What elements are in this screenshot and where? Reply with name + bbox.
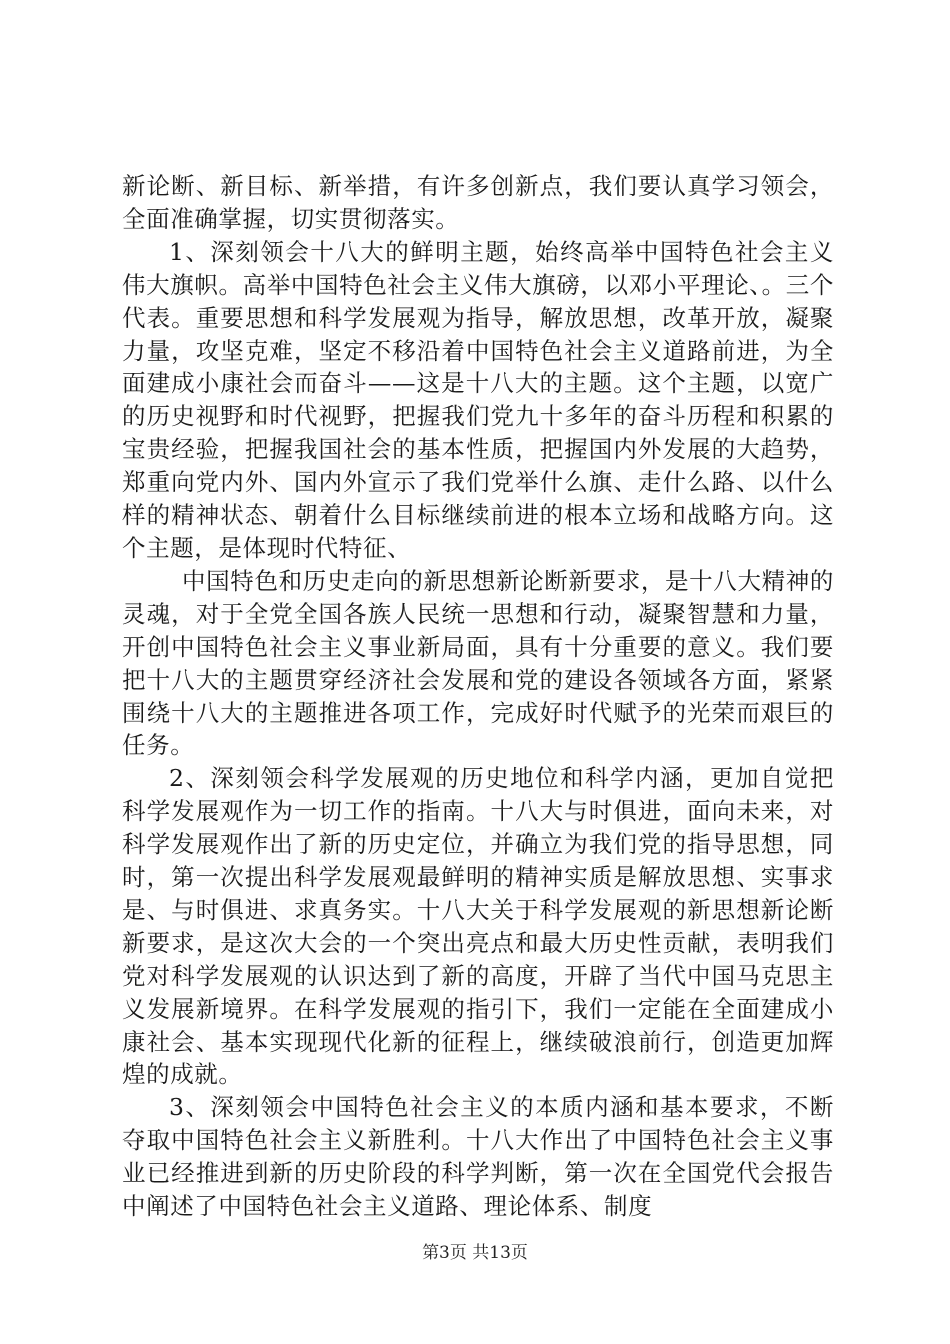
- paragraph-continuation: 新论断、新目标、新举措，有许多创新点，我们要认真学习领会，全面准确掌握，切实贯彻落实。: [122, 172, 834, 233]
- document-body: [122, 170, 834, 1223]
- page-number-footer: 第3页 共13页: [422, 1243, 528, 1263]
- paragraph-point-1: 1、深刻领会十八大的鲜明主题，始终高举中国特色社会主义伟大旗帜。高举中国特色社会主义伟大旗磅，以邓小平理论、。三个代表。重要思想和科学发展观为指导，解放思想，改革开放，凝聚力量，攻坚克难，坚定不移沿着中国特色社会主义道路前进，为全面建成小康社会而奋斗——这是十八大的主题。这个主题，以宽广的历史视野和时代视野，把握我们党九十多年的奋斗历程和积累的宝贵经验，把握我国社会的基本性质，把握国内外发展的大趋势，郑重向党内外、国内外宣示了我们党举什么旗、走什么路、以什么样的精神状态、朝着什么目标继续前进的根本立场和战略方向。这个主题，是体现时代特征、: [122, 237, 834, 562]
- paragraph-point-3: 3、深刻领会中国特色社会主义的本质内涵和基本要求，不断夺取中国特色社会主义新胜利。十八大作出了中国特色社会主义事业已经推进到新的历史阶段的科学判断，第一次在全国党代会报告中阐述了中国特色社会主义道路、理论体系、制度: [122, 1093, 834, 1221]
- paragraph-point-2: 2、深刻领会科学发展观的历史地位和科学内涵，更加自觉把科学发展观作为一切工作的指南。十八大与时俱进，面向未来，对科学发展观作出了新的历史定位，并确立为我们党的指导思想，同时，第一次提出科学发展观最鲜明的精神实质是解放思想、实事求是、与时俱进、求真务实。十八大关于科学发展观的新思想新论断新要求，是这次大会的一个突出亮点和最大历史性贡献，表明我们党对科学发展观的认识达到了新的高度，开辟了当代中国马克思主义发展新境界。在科学发展观的指引下，我们一定能在全面建成小康社会、基本实现现代化新的征程上，继续破浪前行，创造更加辉煌的成就。: [122, 764, 834, 1089]
- paragraph-point-1-continued: 中国特色和历史走向的新思想新论断新要求，是十八大精神的灵魂，对于全党全国各族人民统一思想和行动，凝聚智慧和力量，开创中国特色社会主义事业新局面，具有十分重要的意义。我们要把十八大的主题贯穿经济社会发展和党的建设各领域各方面，紧紧围绕十八大的主题推进各项工作，完成好时代赋予的光荣而艰巨的任务。: [122, 566, 834, 760]
